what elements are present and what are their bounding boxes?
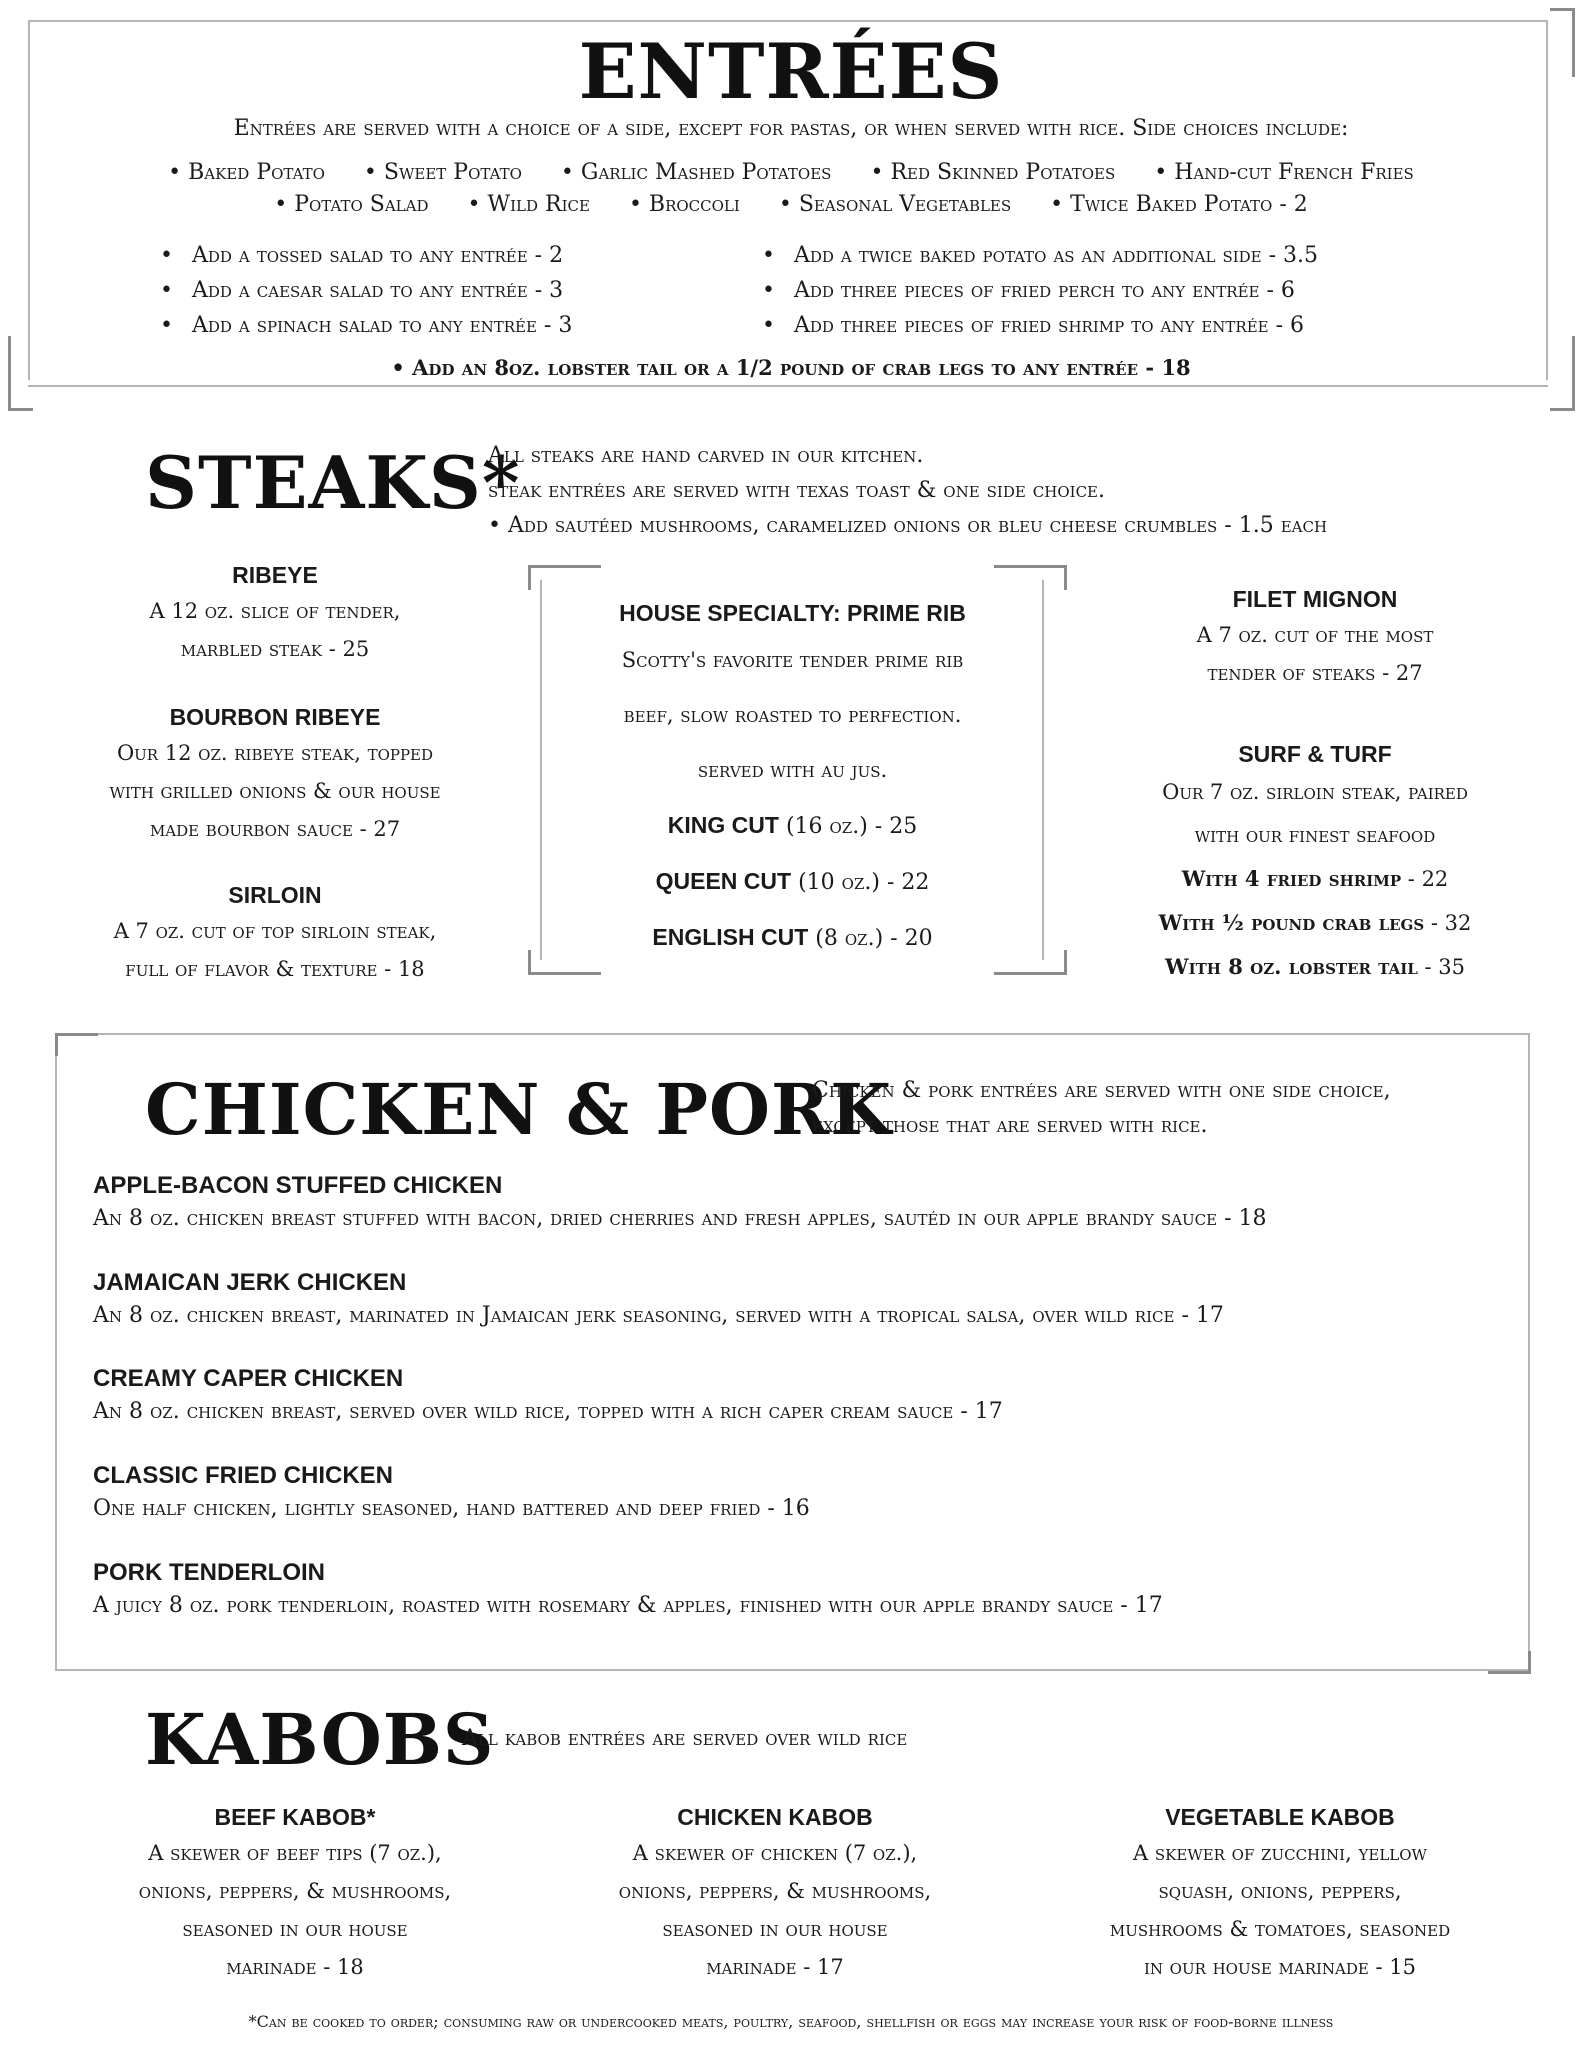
add-on-item: • Add a twice baked potato as an additional side - 3.5 [762, 238, 1318, 273]
cut-detail: (10 oz.) - 22 [798, 870, 930, 895]
item-name: SURF & TURF [1238, 741, 1392, 767]
kabob-chicken [545, 1800, 1005, 1986]
cut-detail: (8 oz.) - 20 [815, 926, 933, 951]
prime-corner-tl [528, 565, 601, 590]
item-desc: A skewer of zucchini, yellow [1133, 1841, 1427, 1865]
cp-item [93, 1170, 1267, 1236]
cut-label: QUEEN CUT [655, 868, 792, 894]
steaks-note: • Add sautéed mushrooms, caramelized onions or bleu cheese crumbles - 1.5 each [488, 513, 1328, 538]
option-price: - 22 [1401, 867, 1449, 891]
cp-note: except those that are served with rice. [812, 1113, 1208, 1138]
option-label: With 4 fried shrimp [1181, 866, 1402, 891]
item-desc: squash, onions, peppers, [1158, 1879, 1402, 1903]
queen-cut [545, 854, 1040, 910]
steaks-note: All steaks are hand carved in our kitchen. [488, 443, 924, 468]
side-item: • Potato Salad [274, 192, 428, 217]
side-item: • Hand-cut French Fries [1154, 160, 1414, 185]
side-item: • Seasonal Vegetables [779, 192, 1011, 217]
item-desc: with our finest seafood [1194, 823, 1436, 847]
frame-bottom [28, 385, 1548, 387]
side-item: • Broccoli [629, 192, 740, 217]
entrees-intro: Entrées are served with a choice of a side, except for pastas, or when served with rice. Side choices include: [233, 116, 1349, 141]
adds-left-list [160, 238, 572, 343]
item-desc: seasoned in our house [182, 1917, 408, 1941]
kabob-vegetable [1035, 1800, 1525, 1986]
item-desc: served with au jus. [697, 758, 888, 782]
item-desc: A juicy 8 oz. pork tenderloin, roasted with rosemary & apples, finished with our apple brandy sauce - 17 [93, 1593, 1163, 1618]
item-desc: An 8 oz. chicken breast stuffed with bacon, dried cherries and fresh apples, sautéd in our apple brandy sauce - 18 [93, 1206, 1267, 1231]
option-label: With ½ pound crab legs [1158, 910, 1425, 935]
cp-item [93, 1557, 1163, 1623]
add-on-item: • Add three pieces of fried shrimp to any entrée - 6 [762, 308, 1318, 343]
item-desc: in our house marinade - 15 [1143, 1955, 1417, 1979]
item-desc: A skewer of beef tips (7 oz.), [148, 1841, 442, 1865]
sides-row-2 [0, 192, 1582, 217]
item-desc: full of flavor & texture - 18 [125, 957, 425, 981]
side-item: • Wild Rice [468, 192, 590, 217]
item-desc: tender of steaks - 27 [1207, 661, 1423, 685]
cp-corner-br [1488, 1651, 1531, 1674]
item-name: SIRLOIN [228, 882, 322, 908]
footnote: *Can be cooked to order; consuming raw or undercooked meats, poultry, seafood, shellfish or eggs may increase your risk of food-borne illness [248, 2012, 1334, 2031]
item-desc: made bourbon sauce - 27 [149, 817, 401, 841]
surf-option [1065, 901, 1565, 945]
add-on-item: • Add a spinach salad to any entrée - 3 [160, 308, 572, 343]
prime-corner-tr [994, 565, 1067, 590]
item-name: BEEF KABOB* [214, 1804, 376, 1830]
item-desc: marinade - 18 [226, 1955, 364, 1979]
steak-bourbon-ribeye [30, 700, 520, 848]
steaks-notes [488, 438, 1327, 543]
kabobs-title: KABOBS [145, 1698, 495, 1781]
cut-detail: (16 oz.) - 25 [785, 814, 918, 839]
prime-frame-left [540, 580, 542, 960]
cut-label: KING CUT [667, 812, 779, 838]
item-desc: seasoned in our house [662, 1917, 888, 1941]
item-name: VEGETABLE KABOB [1165, 1804, 1395, 1830]
chicken-pork-title: CHICKEN & PORK [145, 1068, 893, 1151]
steak-filet-mignon [1065, 582, 1565, 692]
steak-sirloin [30, 878, 520, 988]
item-desc: onions, peppers, & mushrooms, [138, 1879, 452, 1903]
add-on-item: • Add a tossed salad to any entrée - 2 [160, 238, 572, 273]
steak-prime-rib [545, 593, 1040, 966]
cp-item [93, 1267, 1224, 1333]
kabobs-note: All kabob entrées are served over wild rice [462, 1726, 908, 1751]
side-item: • Sweet Potato [364, 160, 522, 185]
item-name: PORK TENDERLOIN [93, 1559, 326, 1586]
steaks-note: steak entrées are served with texas toast & one side choice. [488, 478, 1106, 503]
item-desc: marbled steak - 25 [180, 637, 370, 661]
item-name: JAMAICAN JERK CHICKEN [93, 1269, 407, 1296]
cp-note: Chicken & pork entrées are served with one side choice, [812, 1078, 1391, 1103]
side-item: • Garlic Mashed Potatoes [561, 160, 832, 185]
cp-item [93, 1363, 1003, 1429]
item-name: CHICKEN KABOB [677, 1804, 873, 1830]
surf-option [1065, 857, 1565, 901]
item-name: BOURBON RIBEYE [169, 704, 381, 730]
item-desc: A skewer of chicken (7 oz.), [632, 1841, 918, 1865]
item-desc: onions, peppers, & mushrooms, [618, 1879, 932, 1903]
steak-ribeye [30, 558, 520, 668]
item-desc: Our 12 oz. ribeye steak, topped [116, 741, 434, 765]
english-cut [545, 910, 1040, 966]
cp-corner-tl [55, 1033, 98, 1056]
add-on-item: • Add three pieces of fried perch to any entrée - 6 [762, 273, 1318, 308]
cut-label: ENGLISH CUT [652, 924, 809, 950]
item-desc: An 8 oz. chicken breast, marinated in Jamaican jerk seasoning, served with a tropical salsa, over wild rice - 17 [93, 1303, 1224, 1328]
option-price: - 35 [1417, 955, 1466, 979]
item-desc: mushrooms & tomatoes, seasoned [1109, 1917, 1451, 1941]
item-desc: marinade - 17 [706, 1955, 844, 1979]
prime-frame-right [1042, 580, 1044, 960]
item-desc: A 12 oz. slice of tender, [149, 599, 401, 623]
side-item: • Red Skinned Potatoes [870, 160, 1115, 185]
side-item: • Baked Potato [168, 160, 325, 185]
steak-surf-turf [1065, 737, 1565, 989]
option-label: With 8 oz. lobster tail [1164, 954, 1418, 979]
cp-item [93, 1460, 810, 1526]
item-desc: A 7 oz. cut of top sirloin steak, [113, 919, 437, 943]
item-desc: beef, slow roasted to perfection. [623, 703, 962, 727]
item-desc: Our 7 oz. sirloin steak, paired [1162, 780, 1468, 804]
item-desc: A 7 oz. cut of the most [1196, 623, 1434, 647]
cp-frame-right [1528, 1033, 1530, 1671]
king-cut [545, 798, 1040, 854]
item-name: CREAMY CAPER CHICKEN [93, 1365, 404, 1392]
side-item: • Twice Baked Potato - 2 [1050, 192, 1308, 217]
cp-frame-left [55, 1033, 57, 1671]
steaks-title: STEAKS* [145, 440, 521, 525]
kabob-beef [60, 1800, 530, 1986]
cp-frame-bottom [55, 1669, 1530, 1671]
surf-option [1065, 945, 1565, 989]
option-price: - 32 [1424, 911, 1472, 935]
item-desc: An 8 oz. chicken breast, served over wild rice, topped with a rich caper cream sauce - 17 [93, 1399, 1003, 1424]
sides-row-1 [0, 160, 1582, 185]
item-name: HOUSE SPECIALTY: PRIME RIB [619, 600, 966, 626]
add-on-item: • Add a caesar salad to any entrée - 3 [160, 273, 572, 308]
frame-top [28, 20, 1548, 22]
adds-right-list [762, 238, 1318, 343]
item-name: FILET MIGNON [1232, 586, 1398, 612]
item-name: RIBEYE [232, 562, 318, 588]
item-desc: One half chicken, lightly seasoned, hand battered and deep fried - 16 [93, 1496, 810, 1521]
item-name: CLASSIC FRIED CHICKEN [93, 1462, 394, 1489]
entrees-title: ENTRÉES [578, 27, 1004, 116]
item-name: APPLE-BACON STUFFED CHICKEN [93, 1172, 503, 1199]
chicken-pork-notes [812, 1073, 1391, 1143]
cp-frame-top [55, 1033, 1530, 1035]
item-desc: with grilled onions & our house [109, 779, 441, 803]
item-desc: Scotty's favorite tender prime rib [621, 648, 964, 672]
lobster-add-on: • Add an 8oz. lobster tail or a 1/2 pound of crab legs to any entrée - 18 [391, 355, 1191, 380]
